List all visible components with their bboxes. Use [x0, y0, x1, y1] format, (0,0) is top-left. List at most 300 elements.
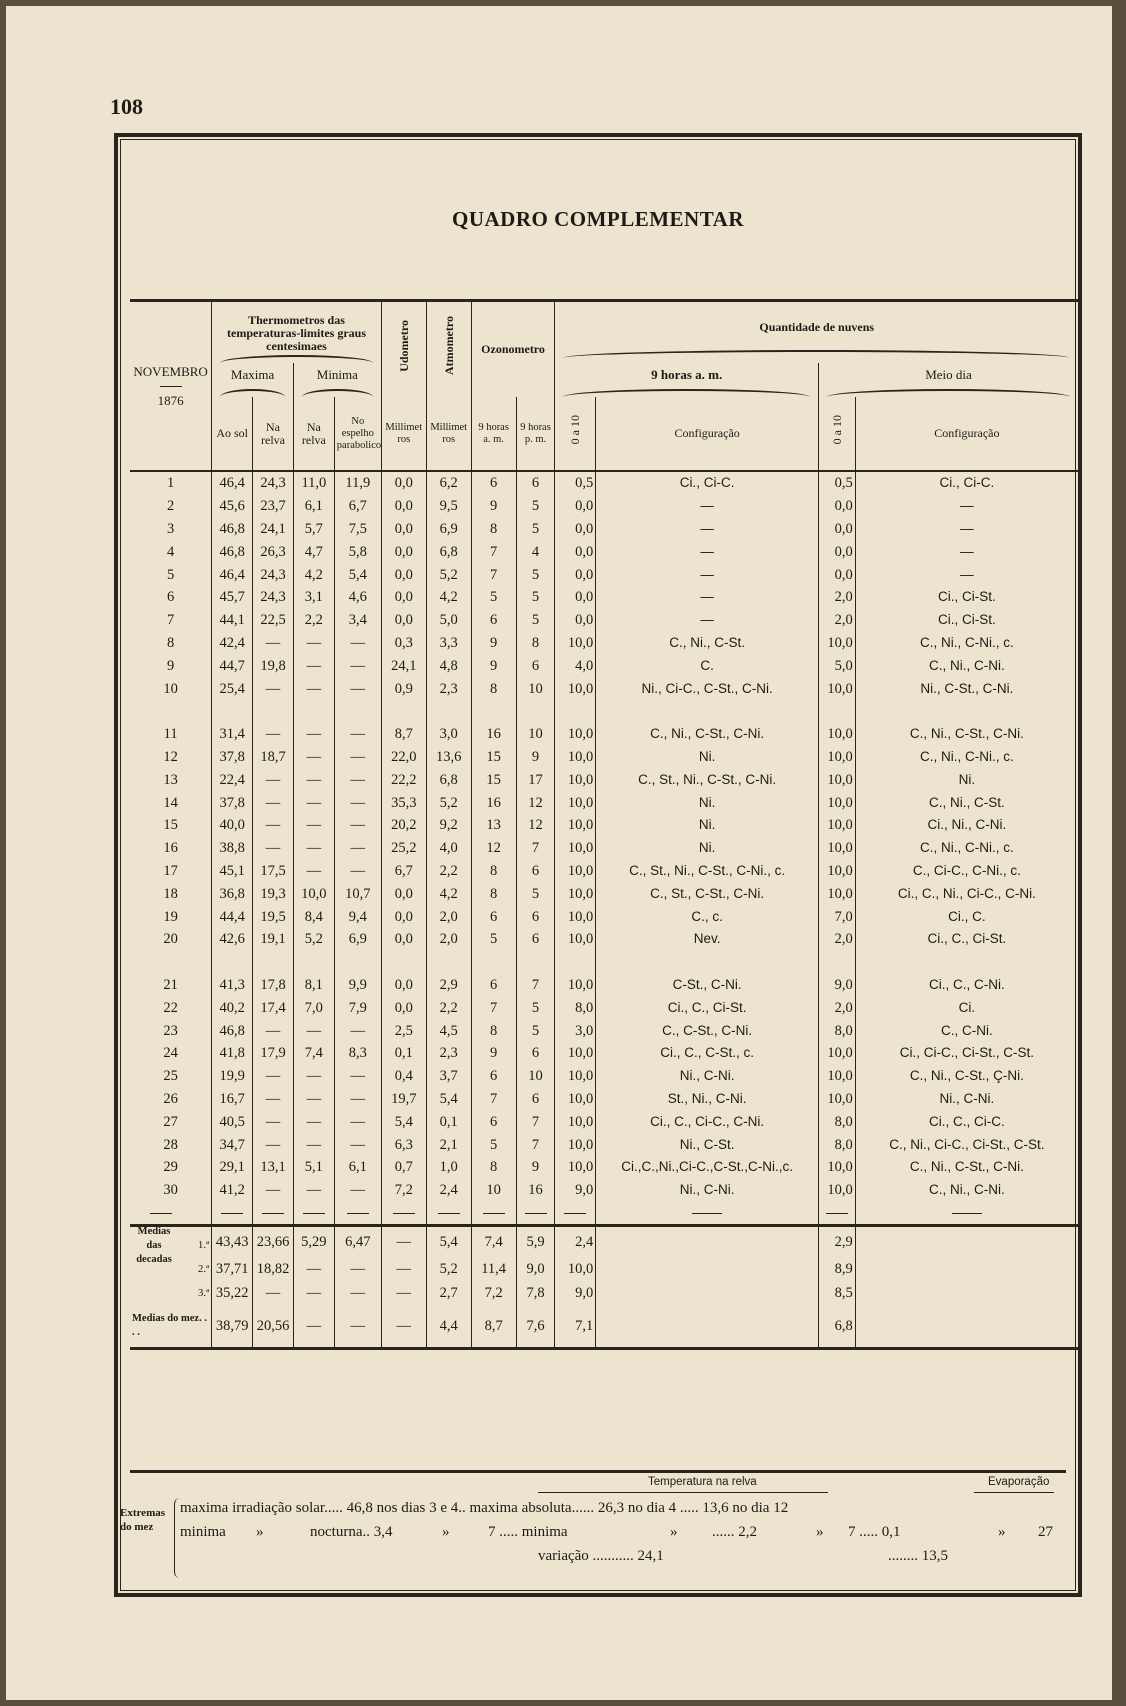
- udometro-cell: 19,7: [381, 1088, 426, 1111]
- day-cell: 21: [163, 976, 178, 993]
- oz-am-cell: 6: [471, 471, 516, 495]
- medias-cell: 9,0: [555, 1281, 596, 1305]
- medias-row: [130, 1225, 1078, 1257]
- table-row: [130, 540, 1078, 563]
- config-am-cell: Ni.: [596, 814, 819, 837]
- config-am-cell: —: [596, 563, 819, 586]
- config-md-cell: C., Ni., C-Ni., c.: [855, 632, 1078, 655]
- espelho-cell: —: [334, 1133, 381, 1156]
- day-cell: 16: [163, 840, 178, 857]
- oz-am-cell: 6: [471, 974, 516, 997]
- oz-am-cell: 8: [471, 860, 516, 883]
- oz-pm-cell: 6: [516, 654, 555, 677]
- oz-pm-cell: 9: [516, 746, 555, 769]
- atmometro-cell: 4,0: [426, 837, 471, 860]
- table-row: [130, 905, 1078, 928]
- config-md-cell: C., Ni., C-Ni.: [855, 654, 1078, 677]
- nuvens-am-cell: 10,0: [555, 1065, 596, 1088]
- day-cell: 1: [166, 475, 175, 492]
- config-md-cell: Ci., Ci-St.: [855, 609, 1078, 632]
- oz-pm-cell: 6: [516, 905, 555, 928]
- day-cell: 13: [163, 771, 178, 788]
- ao-sol-cell: 38,8: [212, 837, 253, 860]
- max-relva-cell: 13,1: [253, 1156, 294, 1179]
- oz-am-cell: 8: [471, 1019, 516, 1042]
- config-md-cell: C., Ni., Ci-C., Ci-St., C-St.: [855, 1133, 1078, 1156]
- max-relva-cell: —: [253, 768, 294, 791]
- espelho-cell: 5,8: [334, 540, 381, 563]
- config-md-cell: Ci., C., Ci-St.: [855, 928, 1078, 951]
- atmometro-cell: 2,3: [426, 1042, 471, 1065]
- day-cell: 4: [166, 543, 175, 560]
- config-am-cell: —: [596, 586, 819, 609]
- espelho-cell: —: [334, 632, 381, 655]
- scale-2-header: [818, 397, 855, 471]
- config-md-cell: Ci., C.: [855, 905, 1078, 928]
- min-relva-cell: —: [293, 746, 334, 769]
- oz-am-cell: 9: [471, 1042, 516, 1065]
- medias-mez-cell: —: [334, 1305, 381, 1349]
- oz-pm-cell: 5: [516, 609, 555, 632]
- min-relva-cell: 5,2: [293, 928, 334, 951]
- medias-cell: [596, 1257, 819, 1281]
- espelho-cell: 11,9: [334, 471, 381, 495]
- medias-cell: —: [253, 1281, 294, 1305]
- extremas-line-3b: ........ 13,5: [888, 1548, 948, 1564]
- config-am-cell: C., C-St., C-Ni.: [596, 1019, 819, 1042]
- espelho-cell: 6,7: [334, 495, 381, 518]
- ao-sol-cell: 46,8: [212, 518, 253, 541]
- na-relva-max-header: Na relva: [253, 397, 294, 471]
- ao-sol-cell: 46,4: [212, 563, 253, 586]
- medias-cell: 23,66: [253, 1225, 294, 1257]
- atmometro-cell: 2,9: [426, 974, 471, 997]
- page-title: QUADRO COMPLEMENTAR: [451, 207, 744, 231]
- max-relva-cell: 17,9: [253, 1042, 294, 1065]
- espelho-cell: —: [334, 814, 381, 837]
- table-row: [130, 586, 1078, 609]
- min-relva-cell: —: [293, 1088, 334, 1111]
- table-row: [130, 837, 1078, 860]
- medias-cell: —: [293, 1257, 334, 1281]
- table-row: [130, 723, 1078, 746]
- day-cell: 12: [163, 748, 178, 765]
- udometro-cell: 8,7: [381, 723, 426, 746]
- table-row: [130, 974, 1078, 997]
- config-md-cell: C., Ni., C-Ni., c.: [855, 746, 1078, 769]
- oz-am-cell: 7: [471, 540, 516, 563]
- oz-am-cell: 6: [471, 1065, 516, 1088]
- min-relva-cell: —: [293, 837, 334, 860]
- espelho-cell: —: [334, 837, 381, 860]
- min-relva-cell: —: [293, 677, 334, 700]
- atmometro-cell: 3,0: [426, 723, 471, 746]
- oz-pm-cell: 5: [516, 586, 555, 609]
- max-relva-cell: —: [253, 1065, 294, 1088]
- config-md-cell: C., Ni., C-St., C-Ni.: [855, 1156, 1078, 1179]
- atmometro-cell: 1,0: [426, 1156, 471, 1179]
- nuvens-am-cell: 10,0: [555, 814, 596, 837]
- oz-am-cell: 8: [471, 882, 516, 905]
- min-relva-cell: —: [293, 768, 334, 791]
- table-row: [130, 495, 1078, 518]
- oz-am-cell: 5: [471, 928, 516, 951]
- oz-pm-header: 9 horas p. m.: [516, 397, 555, 471]
- table-row: [130, 882, 1078, 905]
- nuvens-am-cell: 10,0: [555, 860, 596, 883]
- udometro-cell: 6,7: [381, 860, 426, 883]
- scale-1-header: [555, 397, 596, 471]
- ao-sol-cell: 40,5: [212, 1110, 253, 1133]
- extremas-line-3a: variação ........... 24,1: [538, 1548, 664, 1564]
- ozonometro-header: [471, 301, 555, 398]
- max-relva-cell: 17,4: [253, 996, 294, 1019]
- nuvens-md-cell: 10,0: [818, 1065, 855, 1088]
- espelho-cell: 3,4: [334, 609, 381, 632]
- min-relva-cell: —: [293, 1179, 334, 1202]
- nuvens-md-cell: 10,0: [818, 632, 855, 655]
- table-frame: [114, 133, 1082, 1597]
- nuvens-md-cell: 10,0: [818, 791, 855, 814]
- nuvens-am-cell: 10,0: [555, 746, 596, 769]
- config-am-cell: C., St., Ni., C-St., C-Ni., c.: [596, 860, 819, 883]
- climate-table: [130, 299, 1078, 1350]
- max-relva-cell: —: [253, 837, 294, 860]
- medias-cell: —: [381, 1281, 426, 1305]
- nuvens-am-cell: 10,0: [555, 837, 596, 860]
- nuvens-am-cell: 10,0: [555, 905, 596, 928]
- medias-mez-row: [130, 1305, 1078, 1349]
- oz-pm-cell: 7: [516, 974, 555, 997]
- daily-rows: [130, 471, 1078, 1225]
- extremas-line-2e: 7 ..... minima: [488, 1524, 568, 1540]
- nuvens-md-cell: 10,0: [818, 677, 855, 700]
- min-relva-cell: —: [293, 1065, 334, 1088]
- day-cell: 25: [163, 1068, 178, 1085]
- min-relva-cell: 7,0: [293, 996, 334, 1019]
- extremas-line-2c: nocturna.. 3,4: [310, 1524, 393, 1540]
- udometro-cell: 0,0: [381, 563, 426, 586]
- atmometro-cell: 2,0: [426, 905, 471, 928]
- config-am-cell: —: [596, 495, 819, 518]
- udometro-cell: 0,0: [381, 974, 426, 997]
- min-relva-cell: 5,7: [293, 518, 334, 541]
- max-relva-cell: 19,5: [253, 905, 294, 928]
- decade-gap: [130, 700, 1078, 723]
- day-cell: 24: [163, 1045, 178, 1062]
- espelho-header: No espelho parabolico: [334, 397, 381, 471]
- config-2-header: Configuração: [855, 397, 1078, 471]
- max-relva-cell: 24,3: [253, 563, 294, 586]
- config-md-cell: Ci., C., Ci-C.: [855, 1110, 1078, 1133]
- udometro-cell: 0,9: [381, 677, 426, 700]
- ao-sol-cell: 25,4: [212, 677, 253, 700]
- nuvens-am-cell: 0,5: [555, 471, 596, 495]
- config-md-cell: C., Ni., C-St., Ç-Ni.: [855, 1065, 1078, 1088]
- medias-cell: —: [293, 1281, 334, 1305]
- config-am-cell: C., St., Ni., C-St., C-Ni.: [596, 768, 819, 791]
- config-am-cell: C., c.: [596, 905, 819, 928]
- oz-am-cell: 16: [471, 791, 516, 814]
- config-am-cell: Ni.: [596, 791, 819, 814]
- config-am-cell: Ni., Ci-C., C-St., C-Ni.: [596, 677, 819, 700]
- udometro-cell: 22,0: [381, 746, 426, 769]
- espelho-cell: 8,3: [334, 1042, 381, 1065]
- nuvens-am-cell: 0,0: [555, 495, 596, 518]
- day-cell: 10: [163, 680, 178, 697]
- ao-sol-cell: 31,4: [212, 723, 253, 746]
- medias-cell: 2,9: [818, 1225, 855, 1257]
- ao-sol-cell: 40,2: [212, 996, 253, 1019]
- medias-cell: 5,2: [426, 1257, 471, 1281]
- dash-row: [130, 1202, 1078, 1226]
- nuvens-md-cell: 7,0: [818, 905, 855, 928]
- oz-am-cell: 9: [471, 654, 516, 677]
- day-cell: 27: [163, 1113, 178, 1130]
- ao-sol-cell: 42,6: [212, 928, 253, 951]
- table-row: [130, 1042, 1078, 1065]
- espelho-cell: —: [334, 1110, 381, 1133]
- max-relva-cell: —: [253, 791, 294, 814]
- oz-am-cell: 13: [471, 814, 516, 837]
- extremas-section: [118, 1470, 1066, 1580]
- medias-mez-label: Medias do mez. . . .: [130, 1305, 212, 1349]
- max-relva-cell: 17,5: [253, 860, 294, 883]
- nuvens-md-cell: 10,0: [818, 1042, 855, 1065]
- oz-am-cell: 10: [471, 1179, 516, 1202]
- oz-am-cell: 15: [471, 768, 516, 791]
- medias-cell: 7,4: [471, 1225, 516, 1257]
- ao-sol-header: Ao sol: [212, 397, 253, 471]
- medias-decadas-label: Medias das decadas: [136, 1225, 172, 1265]
- oz-pm-cell: 10: [516, 1065, 555, 1088]
- nuvens-md-cell: 10,0: [818, 860, 855, 883]
- day-cell: 29: [163, 1159, 178, 1176]
- medias-cell: [855, 1281, 1078, 1305]
- day-cell: 18: [163, 885, 178, 902]
- medias-mez-cell: 7,6: [516, 1305, 555, 1349]
- day-cell: 19: [163, 908, 178, 925]
- min-relva-cell: —: [293, 1133, 334, 1156]
- udometro-cell: 0,0: [381, 518, 426, 541]
- espelho-cell: —: [334, 677, 381, 700]
- milli-2-header: Millimetros: [426, 397, 471, 471]
- nuvens-md-cell: 8,0: [818, 1019, 855, 1042]
- ao-sol-cell: 46,8: [212, 1019, 253, 1042]
- espelho-cell: —: [334, 654, 381, 677]
- oz-pm-cell: 6: [516, 860, 555, 883]
- max-relva-cell: 23,7: [253, 495, 294, 518]
- min-relva-cell: —: [293, 632, 334, 655]
- udometro-cell: 0,0: [381, 905, 426, 928]
- udometro-cell: 5,4: [381, 1110, 426, 1133]
- temp-relva-label: Temperatura na relva: [648, 1476, 757, 1488]
- day-cell: 26: [163, 1090, 178, 1107]
- atmometro-cell: 9,5: [426, 495, 471, 518]
- table-row: [130, 1088, 1078, 1111]
- oz-pm-cell: 8: [516, 632, 555, 655]
- nuvens-label: Quantidade de nuvens: [759, 320, 875, 334]
- oz-pm-cell: 4: [516, 540, 555, 563]
- espelho-cell: —: [334, 1065, 381, 1088]
- min-relva-cell: —: [293, 791, 334, 814]
- meio-dia-header: [818, 363, 1078, 397]
- config-am-cell: —: [596, 609, 819, 632]
- year-label: 1876: [157, 392, 184, 408]
- ao-sol-cell: 37,8: [212, 791, 253, 814]
- table-row: [130, 609, 1078, 632]
- nuvens-am-cell: 10,0: [555, 928, 596, 951]
- table-row: [130, 654, 1078, 677]
- nove-horas-label: 9 horas a. m.: [651, 367, 723, 382]
- thermo-group-label: Thermometros das temperaturas-limites graus centesimaes: [227, 313, 366, 353]
- oz-pm-cell: 12: [516, 791, 555, 814]
- medias-row: [130, 1281, 1078, 1305]
- oz-pm-cell: 9: [516, 1156, 555, 1179]
- config-am-cell: C., Ni., C-St.: [596, 632, 819, 655]
- day-cell: 30: [163, 1182, 178, 1199]
- ao-sol-cell: 40,0: [212, 814, 253, 837]
- udometro-cell: 2,5: [381, 1019, 426, 1042]
- oz-pm-cell: 7: [516, 1133, 555, 1156]
- oz-pm-cell: 6: [516, 928, 555, 951]
- config-md-cell: C., Ni., C-Ni., c.: [855, 837, 1078, 860]
- config-md-cell: Ci., Ci-C., Ci-St., C-St.: [855, 1042, 1078, 1065]
- table-row: [130, 814, 1078, 837]
- medias-mez-cell: 4,4: [426, 1305, 471, 1349]
- atmometro-cell: 4,8: [426, 654, 471, 677]
- oz-am-cell: 5: [471, 1133, 516, 1156]
- config-am-cell: Ni.: [596, 837, 819, 860]
- medias-cell: 43,43: [212, 1225, 253, 1257]
- oz-am-cell: 6: [471, 905, 516, 928]
- oz-am-cell: 8: [471, 518, 516, 541]
- udometro-cell: 0,0: [381, 609, 426, 632]
- table-row: [130, 996, 1078, 1019]
- max-relva-cell: 24,3: [253, 586, 294, 609]
- nuvens-md-cell: 10,0: [818, 1088, 855, 1111]
- medias-cell: [596, 1225, 819, 1257]
- extremas-line-2b: »: [256, 1524, 264, 1540]
- nuvens-am-cell: 8,0: [555, 996, 596, 1019]
- decada-label-cell: [130, 1225, 212, 1265]
- min-relva-cell: 2,2: [293, 609, 334, 632]
- day-cell: 22: [163, 999, 178, 1016]
- medias-cell: 2,4: [555, 1225, 596, 1257]
- table-row: [130, 768, 1078, 791]
- oz-pm-cell: 7: [516, 1110, 555, 1133]
- atmometro-cell: 2,4: [426, 1179, 471, 1202]
- nuvens-md-cell: 10,0: [818, 723, 855, 746]
- config-1-header: Configuração: [596, 397, 819, 471]
- config-md-cell: Ni., C-Ni.: [855, 1088, 1078, 1111]
- ao-sol-cell: 29,1: [212, 1156, 253, 1179]
- config-md-cell: Ci., C., C-Ni.: [855, 974, 1078, 997]
- scale-2-label: 0 a 10: [829, 414, 844, 445]
- espelho-cell: —: [334, 768, 381, 791]
- udometro-cell: 0,0: [381, 586, 426, 609]
- config-md-cell: Ci., C., Ni., Ci-C., C-Ni.: [855, 882, 1078, 905]
- extremas-line-2h: »: [816, 1524, 824, 1540]
- espelho-cell: —: [334, 791, 381, 814]
- espelho-cell: 9,4: [334, 905, 381, 928]
- config-md-cell: C., Ni., C-St.: [855, 791, 1078, 814]
- espelho-cell: 4,6: [334, 586, 381, 609]
- minima-label: Minima: [316, 367, 358, 382]
- extremas-line-2f: »: [670, 1524, 678, 1540]
- decada-ordinal: 3.ª: [197, 1286, 210, 1299]
- document-page: [6, 6, 1112, 1700]
- min-relva-cell: —: [293, 723, 334, 746]
- nuvens-md-cell: 2,0: [818, 586, 855, 609]
- medias-cell: 7,8: [516, 1281, 555, 1305]
- config-am-cell: Ci., C., C-St., c.: [596, 1042, 819, 1065]
- udometro-cell: 0,0: [381, 495, 426, 518]
- atmometro-cell: 4,2: [426, 586, 471, 609]
- min-relva-cell: 6,1: [293, 495, 334, 518]
- day-cell: 17: [163, 862, 178, 879]
- medias-cell: 18,82: [253, 1257, 294, 1281]
- nuvens-am-cell: 10,0: [555, 723, 596, 746]
- table-row: [130, 746, 1078, 769]
- oz-am-cell: 15: [471, 746, 516, 769]
- config-am-cell: Nev.: [596, 928, 819, 951]
- oz-pm-cell: 7: [516, 837, 555, 860]
- nuvens-md-cell: 9,0: [818, 974, 855, 997]
- table-row: [130, 677, 1078, 700]
- day-cell: 15: [163, 817, 178, 834]
- atmometro-cell: 0,1: [426, 1110, 471, 1133]
- udometro-cell: 0,0: [381, 471, 426, 495]
- table-row: [130, 1179, 1078, 1202]
- atmometro-cell: 6,9: [426, 518, 471, 541]
- config-md-cell: —: [855, 495, 1078, 518]
- medias-mez-cell: 7,1: [555, 1305, 596, 1349]
- ao-sol-cell: 34,7: [212, 1133, 253, 1156]
- config-am-cell: Ni., C-Ni.: [596, 1179, 819, 1202]
- ao-sol-cell: 37,8: [212, 746, 253, 769]
- nuvens-md-cell: 10,0: [818, 814, 855, 837]
- medias-cell: 7,2: [471, 1281, 516, 1305]
- day-cell: 6: [166, 589, 175, 606]
- table-row: [130, 563, 1078, 586]
- oz-pm-cell: 6: [516, 471, 555, 495]
- day-cell: 11: [163, 726, 178, 743]
- config-md-cell: C., C-Ni.: [855, 1019, 1078, 1042]
- atmometro-cell: 2,2: [426, 860, 471, 883]
- table-row: [130, 1156, 1078, 1179]
- ozonometro-label: Ozonometro: [481, 342, 545, 356]
- oz-am-cell: 9: [471, 632, 516, 655]
- nove-horas-header: [555, 363, 819, 397]
- medias-cell: 5,4: [426, 1225, 471, 1257]
- nuvens-am-cell: 0,0: [555, 563, 596, 586]
- ao-sol-cell: 19,9: [212, 1065, 253, 1088]
- nuvens-am-cell: 10,0: [555, 1156, 596, 1179]
- config-am-cell: C., St., C-St., C-Ni.: [596, 882, 819, 905]
- table-row: [130, 860, 1078, 883]
- atmometro-cell: 4,5: [426, 1019, 471, 1042]
- extremas-line-2j: »: [998, 1524, 1006, 1540]
- evaporacao-label: Evaporação: [988, 1476, 1050, 1488]
- oz-pm-cell: 5: [516, 1019, 555, 1042]
- min-relva-cell: 10,0: [293, 882, 334, 905]
- nuvens-md-cell: 10,0: [818, 1179, 855, 1202]
- nuvens-am-cell: 3,0: [555, 1019, 596, 1042]
- atmometro-cell: 2,3: [426, 677, 471, 700]
- nuvens-am-cell: 10,0: [555, 1088, 596, 1111]
- ao-sol-cell: 41,3: [212, 974, 253, 997]
